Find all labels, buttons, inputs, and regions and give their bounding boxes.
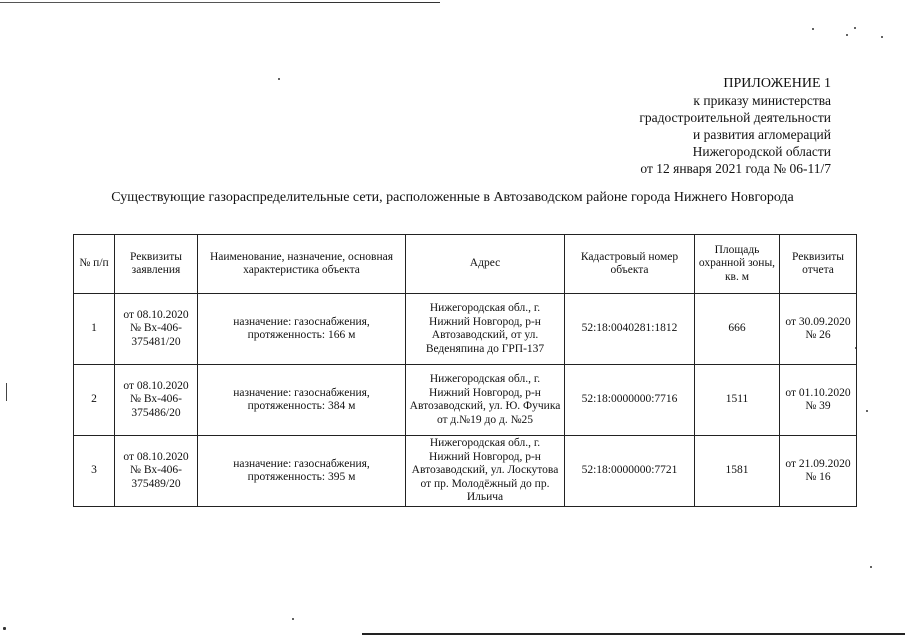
- cell-report: от 30.09.2020 № 26: [780, 294, 857, 365]
- appendix-label: ПРИЛОЖЕНИЕ 1: [723, 76, 831, 91]
- cell-address: Нижегородская обл., г. Нижний Новгород, р-н Автозаводский, ул. Лоскутова от пр. Молодёжный до пр. Ильича: [406, 436, 565, 507]
- scan-speck: [870, 566, 872, 568]
- cell-area: 1511: [695, 365, 780, 436]
- cell-number: 3: [74, 436, 115, 507]
- scan-speck: [881, 36, 883, 38]
- cell-application: от 08.10.2020 № Вх-406-375481/20: [115, 294, 198, 365]
- scan-speck: [812, 28, 814, 30]
- cell-number: 2: [74, 365, 115, 436]
- scan-artifact-bottom: [362, 633, 905, 635]
- cell-report: от 21.09.2020 № 16: [780, 436, 857, 507]
- scan-speck: [3, 627, 6, 630]
- scan-artifact-edge: [6, 383, 7, 401]
- scan-speck: [278, 78, 280, 80]
- document-title: Существующие газораспределительные сети, расположенные в Автозаводском районе города Нижнего Новгорода: [111, 190, 794, 205]
- scan-speck: [846, 34, 848, 36]
- cell-application: от 08.10.2020 № Вх-406-375486/20: [115, 365, 198, 436]
- appendix-line: Нижегородской области: [692, 144, 831, 159]
- cell-cadastral: 52:18:0000000:7721: [565, 436, 695, 507]
- appendix-header: [639, 75, 831, 177]
- cell-address: Нижегородская обл., г. Нижний Новгород, р-н Автозаводский, от ул. Веденяпина до ГРП-137: [406, 294, 565, 365]
- gas-networks-table: [73, 234, 857, 507]
- cell-cadastral: 52:18:0000000:7716: [565, 365, 695, 436]
- col-header-cadastral: Кадастровый номер объекта: [565, 235, 695, 294]
- scan-speck: [854, 27, 856, 29]
- col-header-area: Площадь охранной зоны, кв. м: [695, 235, 780, 294]
- cell-name: назначение: газоснабжения, протяженность: 384 м: [198, 365, 406, 436]
- scan-speck: [292, 618, 294, 620]
- cell-area: 666: [695, 294, 780, 365]
- cell-address: Нижегородская обл., г. Нижний Новгород, р-н Автозаводский, ул. Ю. Фучика от д.№19 до д. №25: [406, 365, 565, 436]
- col-header-number: № п/п: [74, 235, 115, 294]
- col-header-name: Наименование, назначение, основная характеристика объекта: [198, 235, 406, 294]
- appendix-order-ref: от 12 января 2021 года № 06-11/7: [640, 161, 831, 176]
- scan-speck: [866, 410, 868, 412]
- cell-number: 1: [74, 294, 115, 365]
- cell-application: от 08.10.2020 № Вх-406-375489/20: [115, 436, 198, 507]
- scan-artifact-top-2: [290, 2, 440, 3]
- table-row: [74, 436, 857, 507]
- cell-name: назначение: газоснабжения, протяженность: 166 м: [198, 294, 406, 365]
- table-row: [74, 294, 857, 365]
- appendix-line: градостроительной деятельности: [639, 110, 831, 125]
- cell-report: от 01.10.2020 № 39: [780, 365, 857, 436]
- cell-area: 1581: [695, 436, 780, 507]
- col-header-address: Адрес: [406, 235, 565, 294]
- cell-name: назначение: газоснабжения, протяженность: 395 м: [198, 436, 406, 507]
- col-header-report: Реквизиты отчета: [780, 235, 857, 294]
- table-row: [74, 365, 857, 436]
- appendix-line: и развития агломераций: [692, 127, 831, 142]
- appendix-line: к приказу министерства: [693, 93, 831, 108]
- table-header-row: [74, 235, 857, 294]
- cell-cadastral: 52:18:0040281:1812: [565, 294, 695, 365]
- col-header-application: Реквизиты заявления: [115, 235, 198, 294]
